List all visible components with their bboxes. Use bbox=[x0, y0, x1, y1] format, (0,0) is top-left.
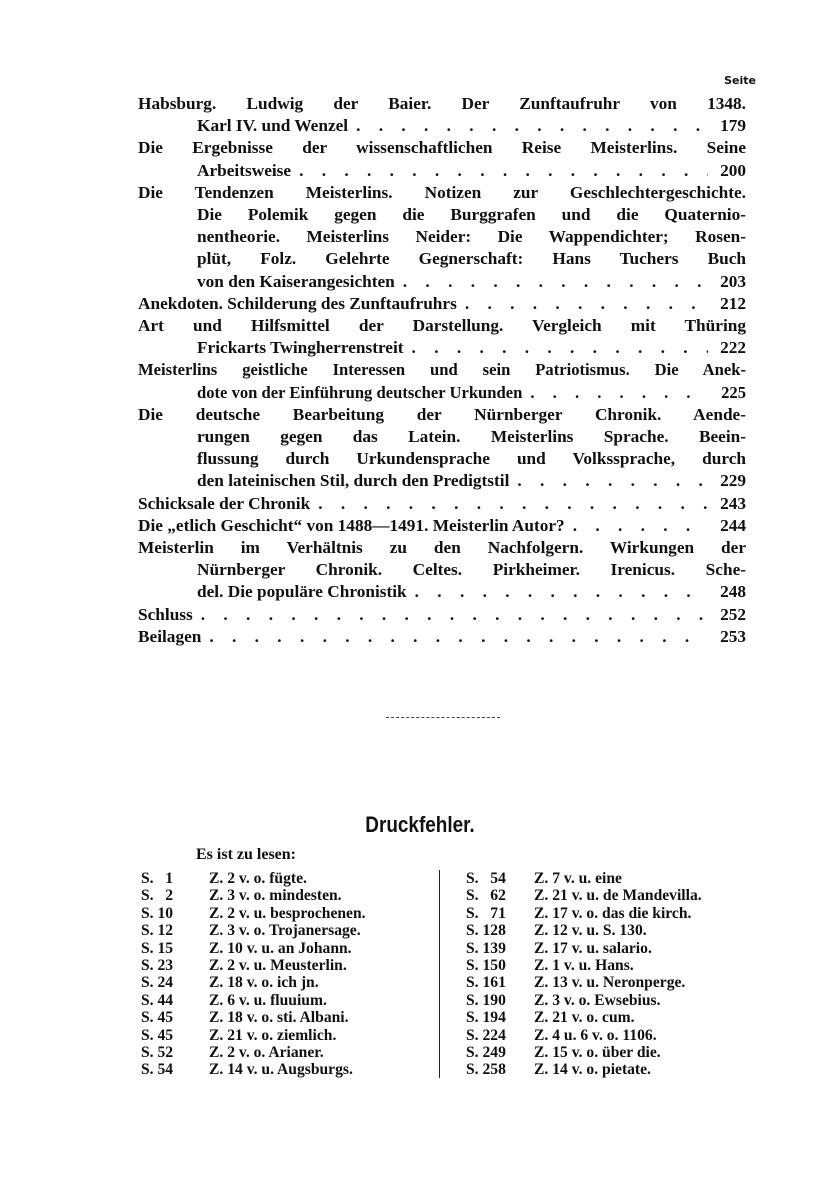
toc-line bbox=[138, 160, 746, 182]
errata-row bbox=[466, 992, 756, 1009]
toc-line bbox=[138, 470, 746, 492]
table-of-contents bbox=[138, 93, 746, 648]
toc-line bbox=[138, 359, 746, 381]
errata-row bbox=[466, 957, 756, 974]
errata-row bbox=[141, 887, 431, 904]
seite-header: Seite bbox=[724, 74, 756, 87]
toc-entry bbox=[138, 359, 746, 403]
errata-correction: Z. 17 v. o. das die kirch. bbox=[534, 904, 692, 922]
toc-line bbox=[138, 182, 746, 204]
toc-entry bbox=[138, 93, 746, 137]
toc-line bbox=[138, 493, 746, 515]
errata-page: S. 24 bbox=[141, 974, 174, 992]
errata-page: S. 54 bbox=[141, 1061, 174, 1079]
toc-line-text: den lateinischen Stil, durch den Predigtstil bbox=[197, 471, 510, 491]
errata-page: S. 52 bbox=[141, 1044, 174, 1062]
errata-row bbox=[466, 887, 756, 904]
toc-line bbox=[138, 248, 746, 270]
toc-line-text: Die deutsche Bearbeitung der Nürnberger Chronik. Aende- bbox=[138, 404, 746, 424]
dot-leader bbox=[530, 382, 708, 404]
dot-leader bbox=[201, 604, 708, 626]
errata-page: S. 15 bbox=[141, 939, 174, 957]
errata-correction: Z. 6 v. u. fluuium. bbox=[209, 991, 327, 1009]
toc-entry bbox=[138, 537, 746, 604]
toc-entry bbox=[138, 182, 746, 293]
errata-left-column bbox=[141, 870, 431, 1079]
toc-line bbox=[138, 137, 746, 159]
errata-page: S. 71 bbox=[466, 904, 506, 922]
errata-page: S. 128 bbox=[466, 922, 506, 940]
errata-page: S. 258 bbox=[466, 1061, 506, 1079]
errata-row bbox=[141, 870, 431, 887]
errata-correction: Z. 14 v. o. pietate. bbox=[534, 1061, 651, 1079]
toc-line-text: Anekdoten. Schilderung des Zunftaufruhrs bbox=[138, 293, 457, 313]
errata-correction: Z. 21 v. o. cum. bbox=[534, 1009, 635, 1027]
toc-line-text: Meisterlins geistliche Interessen und sein Patriotismus. Die Anek- bbox=[138, 360, 746, 380]
errata-page: S. 249 bbox=[466, 1044, 506, 1062]
errata-correction: Z. 3 v. o. Trojanersage. bbox=[209, 922, 361, 940]
toc-line bbox=[138, 537, 746, 559]
dot-leader bbox=[465, 293, 708, 315]
toc-entry bbox=[138, 515, 746, 537]
errata-page: S. 150 bbox=[466, 957, 506, 975]
errata-page: S. 10 bbox=[141, 904, 174, 922]
errata-correction: Z. 21 v. o. ziemlich. bbox=[209, 1026, 337, 1044]
errata-row bbox=[466, 870, 756, 887]
toc-line bbox=[138, 515, 746, 537]
errata-row bbox=[141, 957, 431, 974]
errata-row bbox=[141, 1061, 431, 1078]
toc-line-text: Nürnberger Chronik. Celtes. Pirkheimer. Irenicus. Sche- bbox=[197, 560, 746, 580]
toc-page-number: 252 bbox=[720, 604, 746, 624]
errata-correction: Z. 13 v. u. Neronperge. bbox=[534, 974, 686, 992]
errata-page: S. 23 bbox=[141, 957, 174, 975]
column-rule bbox=[439, 870, 440, 1078]
toc-line-text: plüt, Folz. Gelehrte Gegnerschaft: Hans Tuchers Buch bbox=[197, 249, 746, 269]
toc-line-text: rungen gegen das Latein. Meisterlins Sprache. Beein- bbox=[197, 427, 746, 447]
errata-correction: Z. 1 v. u. Hans. bbox=[534, 957, 634, 975]
errata-right-column bbox=[466, 870, 756, 1079]
errata-correction: Z. 18 v. o. sti. Albani. bbox=[209, 1009, 349, 1027]
toc-page-number: 212 bbox=[720, 293, 746, 313]
toc-entry bbox=[138, 404, 746, 493]
errata-page: S. 161 bbox=[466, 974, 506, 992]
errata-page: S. 139 bbox=[466, 939, 506, 957]
toc-line-text: Schicksale der Chronik bbox=[138, 493, 311, 513]
toc-line bbox=[138, 93, 746, 115]
errata-row bbox=[141, 974, 431, 991]
toc-entry bbox=[138, 293, 746, 315]
errata-page: S. 45 bbox=[141, 1009, 174, 1027]
toc-entry bbox=[138, 626, 746, 648]
errata-correction: Z. 2 v. u. Meusterlin. bbox=[209, 957, 347, 975]
errata-row bbox=[466, 1027, 756, 1044]
errata-page: S. 45 bbox=[141, 1026, 174, 1044]
errata-correction: Z. 3 v. o. Ewsebius. bbox=[534, 991, 661, 1009]
errata-row bbox=[141, 905, 431, 922]
errata-row bbox=[141, 1027, 431, 1044]
toc-line bbox=[138, 293, 746, 315]
toc-line-text: Karl IV. und Wenzel bbox=[197, 116, 349, 136]
toc-line-text: Die Ergebnisse der wissenschaftlichen Reise Meisterlins. Seine bbox=[138, 138, 746, 158]
errata-row bbox=[141, 992, 431, 1009]
dot-leader bbox=[209, 626, 708, 648]
errata-row bbox=[466, 940, 756, 957]
errata-row bbox=[141, 922, 431, 939]
errata-correction: Z. 2 v. o. fügte. bbox=[209, 870, 307, 887]
toc-page-number: 248 bbox=[720, 582, 746, 602]
dot-leader bbox=[356, 115, 708, 137]
toc-line-text: von den Kaiserangesichten bbox=[197, 271, 395, 291]
toc-line bbox=[138, 426, 746, 448]
toc-entry bbox=[138, 604, 746, 626]
errata-correction: Z. 3 v. o. mindesten. bbox=[209, 887, 342, 905]
toc-page-number: 243 bbox=[720, 493, 746, 513]
toc-line-text: flussung durch Urkundensprache und Volkssprache, durch bbox=[197, 449, 746, 469]
toc-line-text: Die Tendenzen Meisterlins. Notizen zur Geschlechtergeschichte. bbox=[138, 182, 746, 202]
errata-row bbox=[466, 1061, 756, 1078]
toc-line bbox=[138, 626, 746, 648]
toc-line bbox=[138, 337, 746, 359]
toc-line-text: Schluss bbox=[138, 604, 193, 624]
errata-page: S. 2 bbox=[141, 887, 174, 905]
toc-line bbox=[138, 226, 746, 248]
errata-correction: Z. 14 v. u. Augsburgs. bbox=[209, 1061, 353, 1079]
errata-correction: Z. 21 v. u. de Mandevilla. bbox=[534, 887, 702, 905]
dot-leader bbox=[412, 337, 708, 359]
toc-entry bbox=[138, 137, 746, 181]
toc-line-text: dote von der Einführung deutscher Urkunden bbox=[197, 382, 523, 402]
toc-line bbox=[138, 315, 746, 337]
toc-entry bbox=[138, 493, 746, 515]
errata-correction: Z. 7 v. u. eine bbox=[534, 870, 622, 887]
errata-row bbox=[466, 1044, 756, 1061]
toc-line-text: Arbeitsweise bbox=[197, 160, 292, 180]
errata-correction: Z. 4 u. 6 v. o. 1106. bbox=[534, 1026, 657, 1044]
errata-correction: Z. 18 v. o. ich jn. bbox=[209, 974, 319, 992]
errata-row bbox=[141, 1009, 431, 1026]
toc-page-number: 179 bbox=[720, 116, 746, 136]
errata-correction: Z. 2 v. u. besprochenen. bbox=[209, 904, 366, 922]
errata-page: S. 194 bbox=[466, 1009, 506, 1027]
toc-line bbox=[138, 115, 746, 137]
toc-line-text: Die „etlich Geschicht“ von 1488—1491. Meisterlin Autor? bbox=[138, 515, 565, 535]
toc-entry bbox=[138, 315, 746, 359]
toc-line-text: del. Die populäre Chronistik bbox=[197, 582, 407, 602]
errata-subtitle: Es ist zu lesen: bbox=[196, 846, 296, 863]
errata-correction: Z. 10 v. u. an Johann. bbox=[209, 939, 352, 957]
dot-leader bbox=[415, 581, 708, 603]
toc-line-text: Art und Hilfsmittel der Darstellung. Vergleich mit Thüring bbox=[138, 316, 746, 336]
errata-title: Druckfehler. bbox=[365, 812, 475, 837]
toc-line bbox=[138, 382, 746, 404]
toc-line-text: Beilagen bbox=[138, 626, 202, 646]
errata-correction: Z. 12 v. u. S. 130. bbox=[534, 922, 647, 940]
toc-line-text: Die Polemik gegen die Burggrafen und die Quaternio- bbox=[197, 205, 746, 225]
toc-line-text: Habsburg. Ludwig der Baier. Der Zunftaufruhr von 1348. bbox=[138, 94, 746, 113]
section-divider bbox=[386, 717, 500, 718]
toc-line bbox=[138, 448, 746, 470]
toc-line bbox=[138, 271, 746, 293]
errata-page: S. 44 bbox=[141, 991, 174, 1009]
dot-leader bbox=[573, 515, 708, 537]
toc-line bbox=[138, 604, 746, 626]
dot-leader bbox=[517, 470, 708, 492]
toc-line bbox=[138, 404, 746, 426]
toc-line-text: Frickarts Twingherrenstreit bbox=[197, 338, 404, 358]
errata-page: S. 62 bbox=[466, 887, 506, 905]
toc-line bbox=[138, 581, 746, 603]
errata-row bbox=[466, 922, 756, 939]
toc-page-number: 253 bbox=[720, 626, 746, 646]
errata-page: S. 224 bbox=[466, 1026, 506, 1044]
toc-page-number: 244 bbox=[720, 515, 746, 535]
errata-row bbox=[466, 1009, 756, 1026]
toc-page-number: 229 bbox=[720, 471, 746, 491]
errata-correction: Z. 15 v. o. über die. bbox=[534, 1044, 661, 1062]
errata-page: S. 54 bbox=[466, 870, 506, 887]
errata-page: S. 12 bbox=[141, 922, 174, 940]
toc-line bbox=[138, 204, 746, 226]
dot-leader bbox=[299, 160, 708, 182]
errata-row bbox=[466, 974, 756, 991]
toc-line bbox=[138, 559, 746, 581]
errata-row bbox=[141, 1044, 431, 1061]
errata-page: S. 1 bbox=[141, 870, 174, 887]
errata-row bbox=[141, 940, 431, 957]
toc-line-text: Meisterlin im Verhältnis zu den Nachfolgern. Wirkungen der bbox=[138, 538, 746, 558]
dot-leader bbox=[318, 493, 708, 515]
toc-page-number: 203 bbox=[720, 271, 746, 291]
errata-correction: Z. 2 v. o. Arianer. bbox=[209, 1044, 324, 1062]
errata-row bbox=[466, 905, 756, 922]
toc-page-number: 225 bbox=[721, 382, 746, 402]
errata-page: S. 190 bbox=[466, 991, 506, 1009]
toc-line-text: nentheorie. Meisterlins Neider: Die Wappendichter; Rosen- bbox=[197, 227, 746, 247]
toc-page-number: 222 bbox=[720, 338, 746, 358]
toc-page-number: 200 bbox=[720, 160, 746, 180]
errata-correction: Z. 17 v. u. salario. bbox=[534, 939, 652, 957]
dot-leader bbox=[403, 271, 708, 293]
